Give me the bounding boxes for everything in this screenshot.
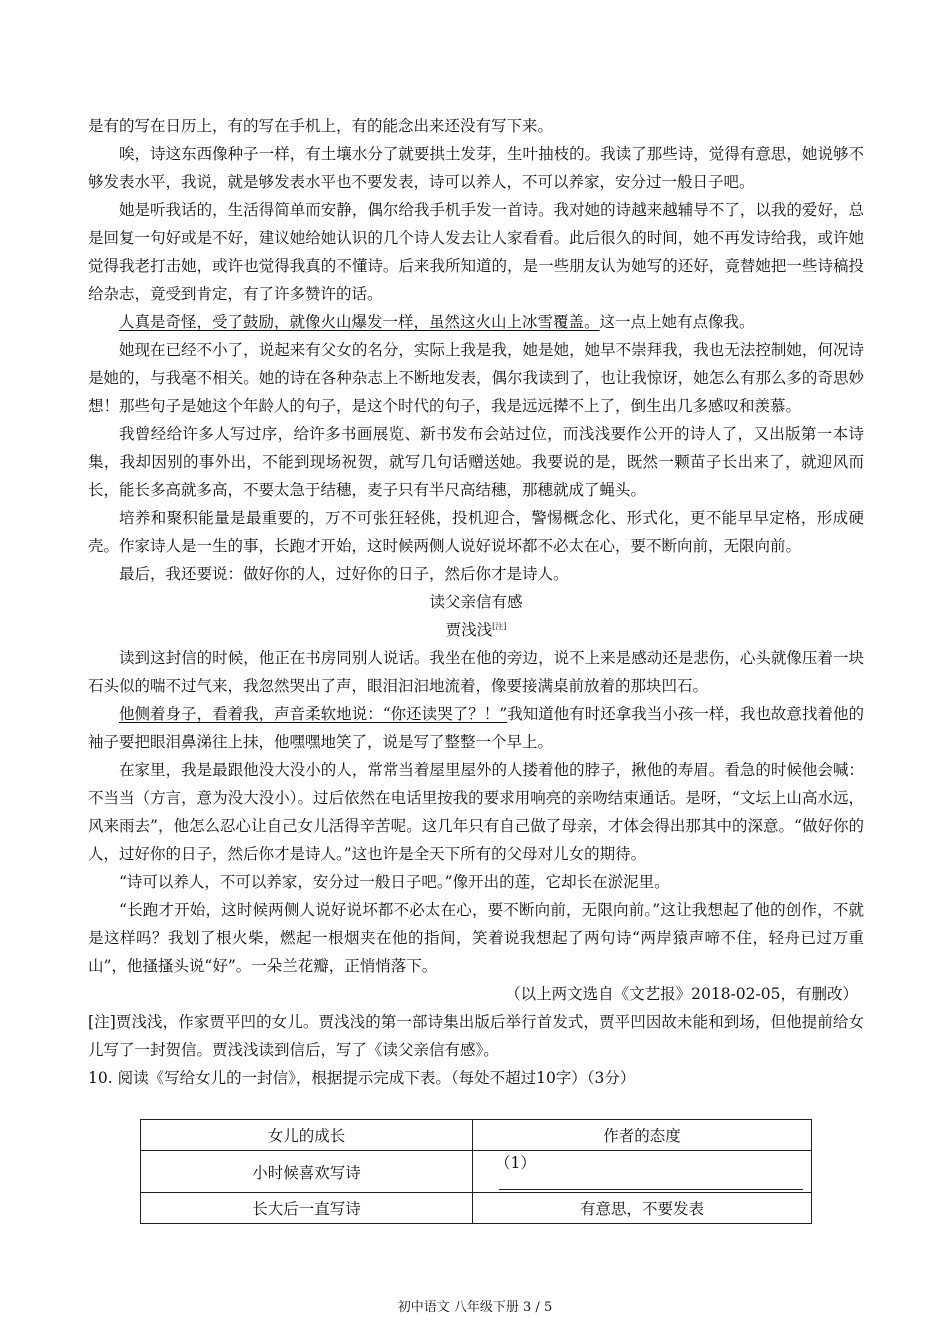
table-header-cell: 作者的态度 (473, 1120, 812, 1151)
article-body (88, 112, 864, 1092)
table-row (141, 1151, 812, 1193)
article-author (88, 616, 864, 644)
paragraph: “长跑才开始，这时候两侧人说好说坏都不必太在心，要不断向前，无限向前。”这让我想起了他的创作，不就是这样吗？我划了根火柴，燃起一根烟夹在他的指间，笑着说我想起了两句诗“两岸猿声啼不住，轻舟已过万重山”，他搔搔头说“好”。一朵兰花瓣，正悄悄落下。 (88, 901, 864, 975)
paragraph: 我曾经给许多人写过序，给许多书画展览、新书发布会站过位，而浅浅要作公开的诗人了，又出版第一本诗集，我却因别的事外出，不能到现场祝贺，就写几句话赠送她。我要说的是，既然一颗苗子长出来了，就迎风而长，能长多高就多高，不要太急于结穗，麦子只有半尺高结穗，那穗就成了蝇头。 (88, 425, 864, 499)
underlined-sentence: 他侧着身子，看着我，声音柔软地说：“你还读哭了？！” (119, 705, 508, 723)
paragraph: 是有的写在日历上，有的写在手机上，有的能念出来还没有写下来。 (88, 117, 554, 135)
paragraph: 最后，我还要说：做好你的人，过好你的日子，然后你才是诗人。 (119, 565, 569, 583)
table-header-cell: 女儿的成长 (141, 1120, 473, 1151)
paragraph: 培养和聚积能量是最重要的，万不可张狂轻佻，投机迎合，警惕概念化、形式化，更不能早早定格，形成硬壳。作家诗人是一生的事，长跑才开始，这时候两侧人说好说坏都不必太在心，要不断向前，无限向前。 (88, 509, 864, 555)
answer-table (140, 1119, 812, 1224)
note-marker: [注] (492, 621, 507, 631)
sentence: 这一点上她有点像我。 (599, 313, 755, 331)
paragraph (88, 308, 864, 336)
table-cell: 小时候喜欢写诗 (141, 1151, 473, 1193)
question-prompt: 10. 阅读《写给女儿的一封信》，根据提示完成下表。（每处不超过10字）（3分） (88, 1069, 636, 1087)
paragraph (88, 700, 864, 756)
page-footer: 初中语文 八年级下册 3 / 5 (397, 1300, 553, 1315)
source-citation: （以上两文选自《文艺报》2018-02-05，有删改） (505, 985, 858, 1003)
paragraph: 在家里，我是最跟他没大没小的人，常常当着屋里屋外的人搂着他的脖子，揪他的寿眉。看急的时候他会喊：不当当（方言，意为没大没小）。过后依然在电话里按我的要求用响亮的亲吻结束通话。是呀，“文坛上山高水远，风来雨去”，他怎么忍心让自己女儿活得辛苦呢。这几年只有自己做了母亲，才体会得出那其中的深意。“做好你的人，过好你的日子，然后你才是诗人。”这也许是全天下所有的父母对儿女的期待。 (88, 761, 864, 863)
answer-cell[interactable] (473, 1151, 812, 1193)
blank-label: （1） (495, 1154, 536, 1172)
author-name: 贾浅浅 (445, 621, 493, 639)
paragraph: 她是听我话的，生活得简单而安静，偶尔给我手机手发一首诗。我对她的诗越来越辅导不了，以我的爱好，总是回复一句好或是不好，建议她给她认识的几个诗人发去让人家看看。此后很久的时间，她不再发诗给我，或许她觉得我老打击她，或许也觉得我真的不懂诗。后来我所知道的，是一些朋友认为她写的还好，竟替她把一些诗稿投给杂志，竟受到肯定，有了许多赞许的话。 (88, 201, 864, 303)
article-title: 读父亲信有感 (429, 593, 523, 611)
paragraph: “诗可以养人，不可以养家，安分过一般日子吧。”像开出的莲，它却长在淤泥里。 (119, 873, 670, 891)
paragraph: 她现在已经不小了，说起来有父女的名分，实际上我是我，她是她，她早不崇拜我，我也无法控制她，何况诗是她的，与我毫不相关。她的诗在各种杂志上不断地发表，偶尔我读到了，也让我惊讶，她怎么有那么多的奇思妙想！那些句子是她这个年龄人的句子，是这个时代的句子，我是远远撵不上了，倒生出几多感叹和羡慕。 (88, 341, 864, 415)
table-row (141, 1193, 812, 1224)
table-cell: 长大后一直写诗 (141, 1193, 473, 1224)
sentence: 我知道他有时还拿我当小孩一样，我也故意找着他的袖子要把眼泪鼻涕往上抹，他嘿嘿地笑了，说是写了整整一个早上。 (88, 705, 864, 751)
underlined-sentence: 人真是奇怪，受了鼓励，就像火山爆发一样，虽然这火山上冰雪覆盖。 (119, 313, 600, 331)
table-cell: 有意思，不要发表 (473, 1193, 812, 1224)
footnote: [注]贾浅浅，作家贾平凹的女儿。贾浅浅的第一部诗集出版后举行首发式，贾平凹因故未能和到场，但他提前给女儿写了一封贺信。贾浅浅读到信后，写了《读父亲信有感》。 (88, 1013, 864, 1059)
paragraph: 读到这封信的时候，他正在书房同别人说话。我坐在他的旁边，说不上来是感动还是悲伤，心头就像压着一块石头似的喘不过气来，我忽然哭出了声，眼泪汩汩地流着，像要接满桌前放着的那块凹石。 (88, 649, 864, 695)
answer-blank[interactable] (499, 1173, 803, 1190)
table-header-row (141, 1120, 812, 1151)
paragraph: 唉，诗这东西像种子一样，有土壤水分了就要拱土发芽，生叶抽枝的。我读了那些诗，觉得有意思，她说够不够发表水平，我说，就是够发表水平也不要发表，诗可以养人，不可以养家，安分过一般日子吧。 (88, 145, 864, 191)
